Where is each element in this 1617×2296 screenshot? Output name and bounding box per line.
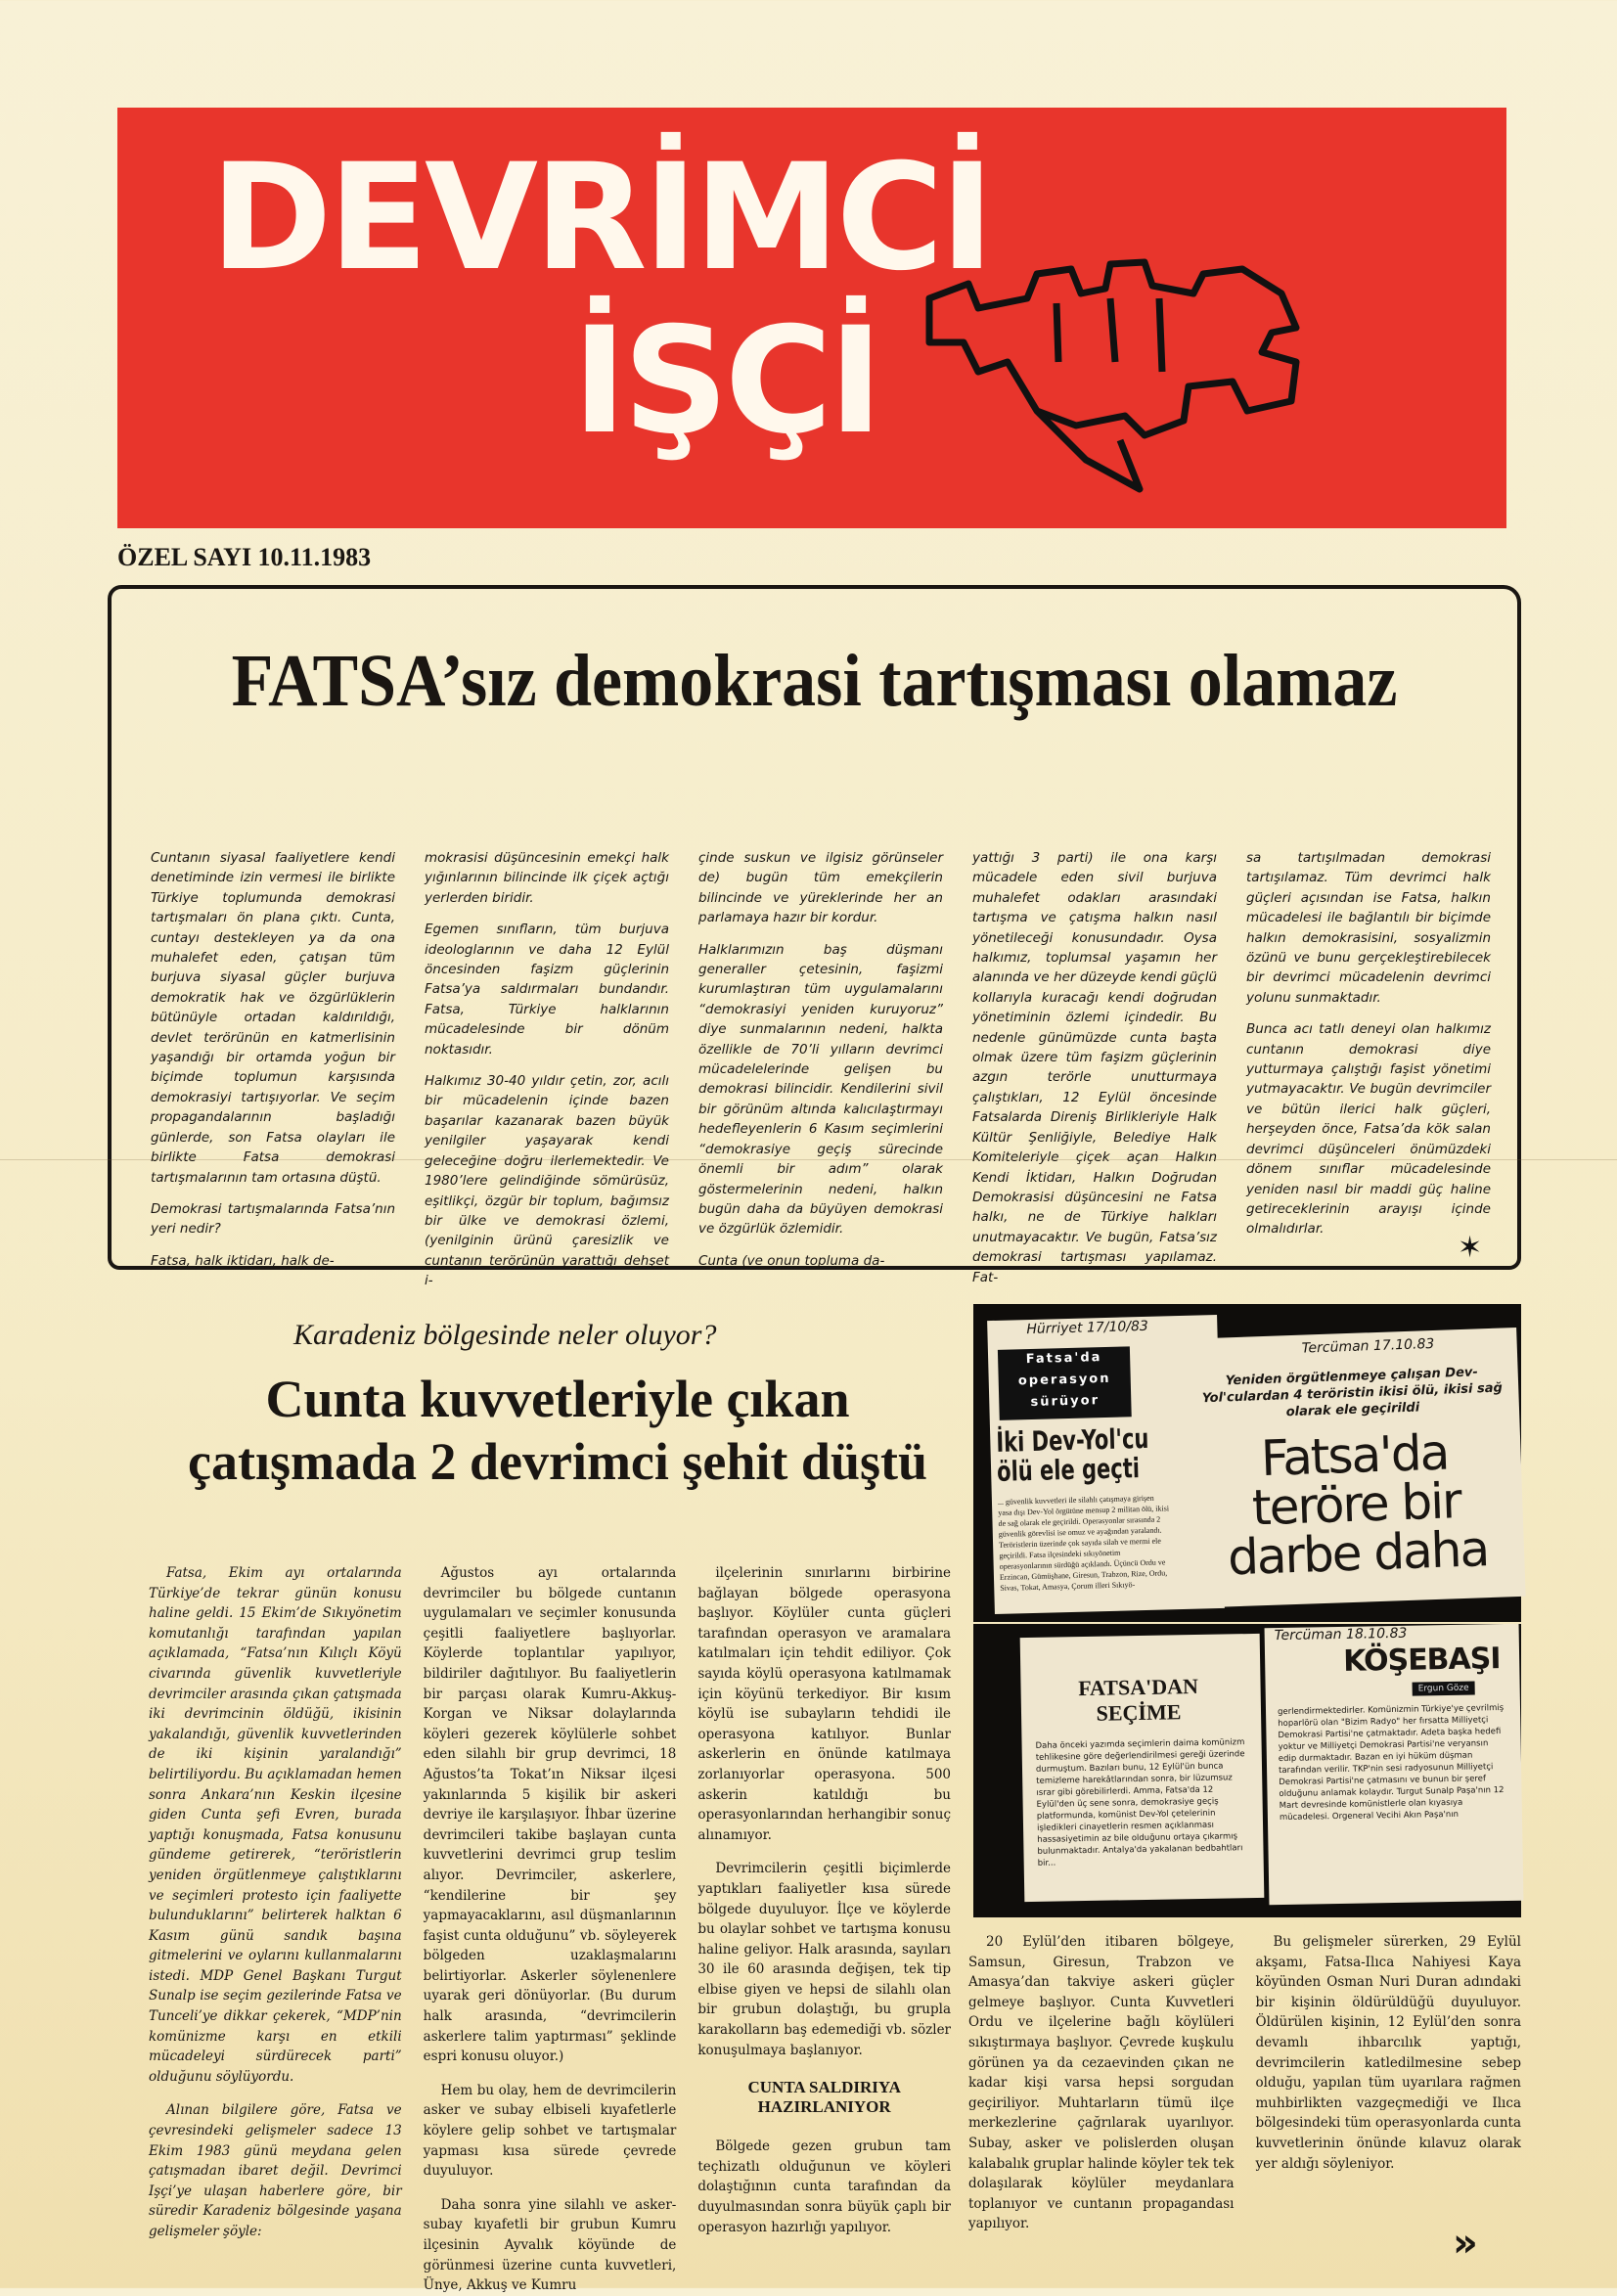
editorial-column [1246, 848, 1491, 1259]
article-column [149, 1563, 402, 2268]
paragraph: Cuntanın siyasal faaliyetlere kendi denetiminde izin vermesi ile birlikte Türkiye toplumunda demokrasi tartışmaları ön plana çıktı. Cunta, cuntayı destekleyen ya da ona muhalefet eden, çatışan tüm burjuva siyasal güçler burjuva demokratik hak ve özgürlüklerin bütünüyle ortadan kaldırıldığı, devlet terörünün en katmerlisinin yaşandığı bir ortamda yoğun bir biçimde toplumun karşısında demokrasiyi tartışıyorlar. Ve seçim propagandalarının başladığı günlerde, son Fatsa olayları ile birlikte Fatsa demokrasi tartışmalarının tam ortasına düştü. [151, 850, 395, 1186]
paragraph: Egemen sınıfların, tüm burjuva ideologlarının ve daha 12 Eylül öncesinden faşizm güçlerinin Fatsa’ya saldırmaları bundandır. Fatsa, Türkiye halklarının mücadelesinde bir dönüm noktasıdır. [425, 922, 669, 1058]
press-clippings-upper [973, 1304, 1521, 1622]
paragraph: sa tartışılmadan demokrasi tartışılamaz. Tüm devrimci halk güçleri açısından ise Fatsa, halkın mücadelesi ile bağlantılı bir biçimde halkın demokrasisini, sosyalizmin özünü ve bunu gerçekleştirebilecek bir devrimci mücadelenin devrimci yolunu sunmaktadır. [1246, 850, 1491, 1006]
editorial-column [151, 848, 395, 1269]
editorial-box [108, 585, 1521, 1289]
clipping-headline: Fatsa'da teröre bir darbe daha [1227, 1423, 1489, 1587]
article-columns [149, 1563, 952, 2294]
clipping-body: Daha önceki yazımda seçimlerin daima komünizm tehlikesine göre değerlendirilmesi gereği üzerinde durmuştum. Bazıları bunu, 12 Eylül'ün bunca temizleme harekâtlarından sonra, bir lüzumsuz ısrar gibi görebilirlerdi. Amma, Fatsa'da 12 Eylül'den üç sene sonra, demokrasiye geçiş platformunda, komünist Dev-Yol çetelerinin işledikleri cinayetlerin resmen açıklanması hassasiyetimin az bile olduğunu ortaya çıkarmış bulunmaktadır. Antalya'da yakalanan bedbahtları bir... [1035, 1737, 1245, 1868]
article-column [1256, 1932, 1522, 2248]
article-kicker: Karadeniz bölgesinde neler oluyor? [293, 1319, 717, 1351]
paragraph: mokrasisi düşüncesinin emekçi halk yığınlarının bilincinde ilk çiçek açtığı yerlerden biridir. [425, 850, 669, 906]
clipping-fatsadan-secime [1020, 1634, 1265, 1902]
editorial-column [972, 848, 1217, 1285]
press-clippings-lower [973, 1624, 1521, 1917]
star-icon: ✶ [1458, 1231, 1483, 1265]
editorial-columns [151, 848, 1491, 1289]
paragraph: ilçelerinin sınırlarını birbirine bağlayan bölgede operasyona başlıyor. Köylüler cunta güçleri tarafından operasyon ve aramalara katılmaları için tehdit ediliyor. Çok sayıda köylü operasyona katılmamak için köyünü terkediyor. Bir kısım köylü ise subayların tehdidi ile operasyona katılıyor. Bunlar askerlerin en önünde katılmaya zorlanıyorlar operasyona. 500 askerin katıldığı bu operasyonlarından herhangibir sonuç alınamıyor. [697, 1565, 952, 1843]
paragraph: Fatsa, Ekim ayı ortalarında Türkiye’de tekrar günün konusu haline geldi. 15 Ekim’de Sıkıyönetim komutanlığı tarafından yapılan açıklamada, “Fatsa’nın Kılıçlı Köyü civarında güvenlik kuvvetleriyle devrimciler arasında çıkan çatışmada iki devrimcinin öldüğü, ikisinin yakalandığı, güvenlik kuvvetlerinden de iki kişinin yaralandığı” belirtiliyordu. Bu açıklamadan hemen sonra Ankara’nın Keskin ilçesine giden Cunta şefi Evren, burada yaptığı konuşmada, Fatsa konusunu gündeme getirerek, “teröristlerin yeniden örgütlenmeye çalıştıklarını ve seçimleri protesto için faaliyette bulunduklarını” belirterek halktan 6 Kasım günü sandık başına gitmelerini ve oylarını kullanmalarını istedi. MDP Genel Başkanı Turgut Sunalp ise seçim gezilerinde Fatsa ve Tunceli’ye dikkar çekerek, “MDP’nin komünizme karşı en etkili mücadeleyi sürdürecek parti” olduğunu söylüyordu. [149, 1565, 402, 2085]
article-headline: Cunta kuvvetleriyle çıkan çatışmada 2 devrimci şehit düştü [188, 1370, 927, 1491]
paragraph: Demokrasi tartışmalarında Fatsa’nın yeri nedir? [151, 1200, 395, 1238]
clipping-kosebasi [1265, 1624, 1524, 1905]
newspaper-title-line1: DEVRİMCİ [210, 133, 991, 303]
paragraph: Halkımız 30-40 yıldır çetin, zor, acılı bir mücadelenin içinde bazen başarılar kazanarak bazen büyük yenilgiler yaşayarak kendi geleceğine doğru ilerlemektedir. Ve 1980’lere gelindiğinde sömürüsüz, eşitlikçi, özgür bir toplum, bağımsız bir ülke ve demokrasi özlemi, (yenilginin ürünü çaresizlik ve cuntanın terörünün yarattığı dehşet i- [425, 1073, 669, 1289]
article-column [968, 1932, 1235, 2248]
article-columns-right [968, 1932, 1521, 2248]
clipping-tercuman-17 [1174, 1328, 1525, 1608]
paragraph: çinde suskun ve ilgisiz görünseler de) bugün tüm emekçilerin bilincinde ve yüreklerinde her an parlamaya hazır bir kordur. [698, 850, 943, 926]
paragraph: Ağustos ayı ortalarında devrimciler bu bölgede cuntanın uygulamaları ve seçimler konusunda çeşitli faaliyetlere başlıyorlar. Köylerde toplantılar yapılıyor, bildiriler dağıtılıyor. Bu faaliyetlerin bir parçası olarak Kumru-Akkuş-Korgan ve Niksar dolaylarında köyleri gezerek köylülerle sohbet eden silahlı bir grup devrimci, 18 Ağustos’ta Tokat’ın Niksar ilçesi yakınlarında 5 kişilik bir askeri devriye ile karşılaşıyor. İhbar üzerine devrimcileri takibe başlayan cunta kuvvetlerini devrimci grup teslim alıyor. Devrimciler, askerlere, “kendilerine bir şey yapmayacaklarını, asıl düşmanlarının faşist cunta olduğunu” vb. söyleyerek bölgeden uzaklaşmalarını belirtiyorlar. Askerler söylenenlere uyarak geri dönüyorlar. (Bu durum halk arasında, “devrimcilerin askerlere talim yaptırması” şeklinde espri konusu oluyor.) [423, 1565, 677, 2065]
editorial-column [425, 848, 669, 1289]
newspaper-title-line2: İŞÇİ [572, 296, 879, 467]
section-subhead: CUNTA SALDIRIYA HAZIRLANIYOR [747, 2078, 901, 2117]
handwritten-source-date: Hürriyet 17/10/83 [1026, 1318, 1149, 1338]
paragraph: Alınan bilgilere göre, Fatsa ve çevresindeki gelişmeler sadece 13 Ekim 1983 günü meydana gelen çatışmadan ibaret değil. Devrimci Işçi’ye ulaşan haberlere göre, bir süredir Karadeniz bölgesinde yaşana gelişmeler şöyle: [149, 2102, 402, 2239]
clipping-body: gerlendirmektedirler. Komünizmin Türkiye'ye çevrilmiş hoparlörü olan "Bizim Radyo" her fırsatta Milliyetçi Demokrasi Partisi'ne çatmaktadır. Adeta başka hedefi yoktur ve Milliyetçi Demokrasi Partisi'ne veryansın edip durmaktadır. Bazan en iyi hüküm düşman tarafından verilir. TKP'nin sesi radyosunun Milliyetçi Demokrasi Partisi'ne çatmasını ve bunun bir şeref olduğunu anlamak kolaydır. Turgut Sunalp Paşa'nın 12 Mart devresinde komünistlerle olan kıyasıya mücadelesi. Orgeneral Vecihi Akın Paşa'nın [1277, 1703, 1505, 1823]
paragraph: Bu gelişmeler sürerken, 29 Eylül akşamı, Fatsa-Ilıca Nahiyesi Kaya köyünden Osman Nuri Duran adındaki bir kişinin öldürüldüğü duyuluyor. Öldürülen kişinin, 12 Eylül’den sonra devamlı ihbarcılık yaptığı, devrimcilerin katledilmesine sebep olduğu, yapılan tüm uyarılara rağmen muhbirlikten vazgeçmediği ve Ilıca bölgesindeki tüm operasyonlarda cunta kuvvetlerinin önünde kılavuz olarak yer aldığı söyleniyor. [1255, 1934, 1521, 2172]
paragraph: Bölgede gezen grubun tam teçhizatlı olduğunun ve köyleri dolaştığının cunta tarafından da duyulmasından sonra büyük çaplı bir operasyon hazırlığı yapılıyor. [697, 2138, 952, 2235]
masthead [117, 108, 1506, 528]
column-author: Ergun Göze [1413, 1682, 1475, 1696]
article-column [697, 1563, 951, 2268]
paragraph: yattığı 3 parti) ile ona karşı mücadele eden sivil burjuva muhalefet odakları arasındaki tartışma ve çatışma halkın nasıl yönetileceği konusundadır. Oysa halkımız, toplumsal yaşamın her alanında ve her düzeyde kendi güçlü kollarıyla kuracağı kendi doğrudan yönetiminin özlemi içindedir. Bu nedenle günümüzde cunta başta olmak üzere tüm faşizm güçlerinin azgın terörle unutturmaya çalıştıkları, 12 Eylül öncesinde Fatsalarda Direniş Birlikleriyle Halk Kültür Şenliğiyle, Belediye Halk Komiteleriyle çiçek açan Halkın Kendi İktidarı, Halkın Doğrudan Demokrasisi düşüncesini ne Fatsa halkı, ne de Türkiye halkları unutmayacaktır. Ve bugün, Fatsa’sız demokrasi tartışması yapılamaz. Fat- [972, 850, 1217, 1285]
paragraph: Bunca acı tatlı deneyi olan halkımız cuntanın demokrasi diye yutturmaya çalıştığı faşist yönetimi yutmayacaktır. Ve bugün devrimciler ve bütün ilerici halk güçleri, herşeyden önce, Fatsa’da kök salan devrimci düşünceleri önümüzdeki dönem sınıflar mücadelesinde yeniden nasıl bir maddi güç haline getireceklerinin arayışı içinde olmalıdırlar. [1246, 1021, 1491, 1238]
clipping-headline: FATSA'DAN SEÇİME [1078, 1673, 1199, 1726]
paragraph: Fatsa, halk iktidarı, halk de- [151, 1252, 335, 1269]
paragraph: Daha sonra yine silahlı ve asker-subay kıyafetli bir grubun Kumru ilçesinin Ayvalık köyünde de görünmesi üzerine cunta kuvvetleri, Ünye, Akkuş ve Kumru [423, 2196, 677, 2294]
paragraph: 20 Eylül’den itibaren bölgeye, Samsun, Giresun, Trabzon ve Amasya’dan takviye askeri güçler gelmeye başlıyor. Cunta Kuvvetleri Ordu ve ilçelerine bağlı köylüleri sıkıştırmaya başlıyor. Çevrede kuşkulu görünen ya da cezaevinden çıkan ne kadar kişi varsa hepsi sorgudan geçiriliyor. Muhtarların tümü ilçe merkezlerine çağrılarak uyarılıyor. Subay, asker ve polislerden oluşan kalabalık gruplar halinde köyler tek tek dolaşılarak köylüler meydanlara toplanıyor ve cuntanın propagandası yapılıyor. [968, 1934, 1235, 2232]
paragraph: Devrimcilerin çeşitli biçimlerde yaptıkları faaliyetler kısa sürede bölgede duyuluyor. İlçe ve köylerde bu olaylar sohbet ve tartışma konusu haline geliyor. Halk arasında, sayıları 30 ile 60 arasında değişen, tek tip elbise giyen ve hepsi de silahlı olan bir grubun dolaştığı, bu grupla karakolların baş edemediği vb. sözler konuşulmaya başlanıyor. [697, 1861, 952, 2058]
clipping-body: ... güvenlik kuvvetleri ile silahlı çatışmaya girişen yasa dışı Dev-Yol örgütüne mensup 2 militan ölü, ikisi de sağ olarak ele geçirildi. Operasyonlar sırasında 2 güvenlik görevlisi ise omuz ve ayağından yaralandı. Teröristlerin üzerinde çok sayıda silah ve mermi ele geçirildi. Fatsa ilçesindeki sıkıyönetim operasyonlarının sürdüğü açıklandı. Üçüncü Ordu ve Erzincan, Gümüşhane, Giresun, Trabzon, Rize, Ordu, Sivas, Tokat, Amasya, Çorum illeri Sıkıyö- [997, 1493, 1170, 1593]
paper-fold-line [0, 1159, 1617, 1160]
paragraph: Halklarımızın baş düşmanı generaller çetesinin, faşizmi kurumlaştıran tüm uygulamalarını “demokrasiyi yeniden kuruyoruz” diye sunmalarının nedeni, halkta özellikle de 70’li yılların devrimci mücadelelerinde gelişen bu demokrasi bilincidir. Kendilerini sivil bir görünüm altında kalıcılaştırmayı hedefleyenlerin 6 Kasım seçimlerini “demokrasiye geçiş sürecinde önemli bir adım” olarak göstermelerinin nedeni, halkın bugün daha da büyüyen demokrasi ve özgürlük özlemidir. [698, 941, 943, 1238]
double-chevron-right-icon: » [1453, 2221, 1478, 2266]
article-column [423, 1563, 677, 2294]
column-name: KÖŞEBAŞI [1342, 1642, 1501, 1679]
clipping-headline: İki Dev-Yol'cu ölü ele geçti [995, 1421, 1149, 1488]
paragraph: Cunta (ve onun topluma da- [698, 1252, 885, 1269]
clipping-banner: Fatsa'da operasyon sürüyor [998, 1346, 1132, 1420]
clipping-deck: Yeniden örgütlenmeye çalışan Dev-Yol'culardan 4 teröristin ikisi ölü, ikisi sağ olarak ele geçirildi [1201, 1365, 1504, 1420]
fist-with-wrench-icon [910, 215, 1321, 499]
paragraph: Hem bu olay, hem de devrimcilerin asker ve subay elbiseli kıyafetlerle köylere gelip sohbet ve tartışmalar yapması kısa sürede çevrede duyuluyor. [423, 2082, 677, 2180]
handwritten-source-date: Tercüman 17.10.83 [1301, 1335, 1435, 1357]
editorial-column [698, 848, 943, 1269]
main-headline: FATSA’sız demokrasi tartışması olamaz [231, 640, 1398, 722]
issue-date: ÖZEL SAYI 10.11.1983 [117, 543, 372, 571]
handwritten-source-date: Tercüman 18.10.83 [1274, 1625, 1408, 1644]
